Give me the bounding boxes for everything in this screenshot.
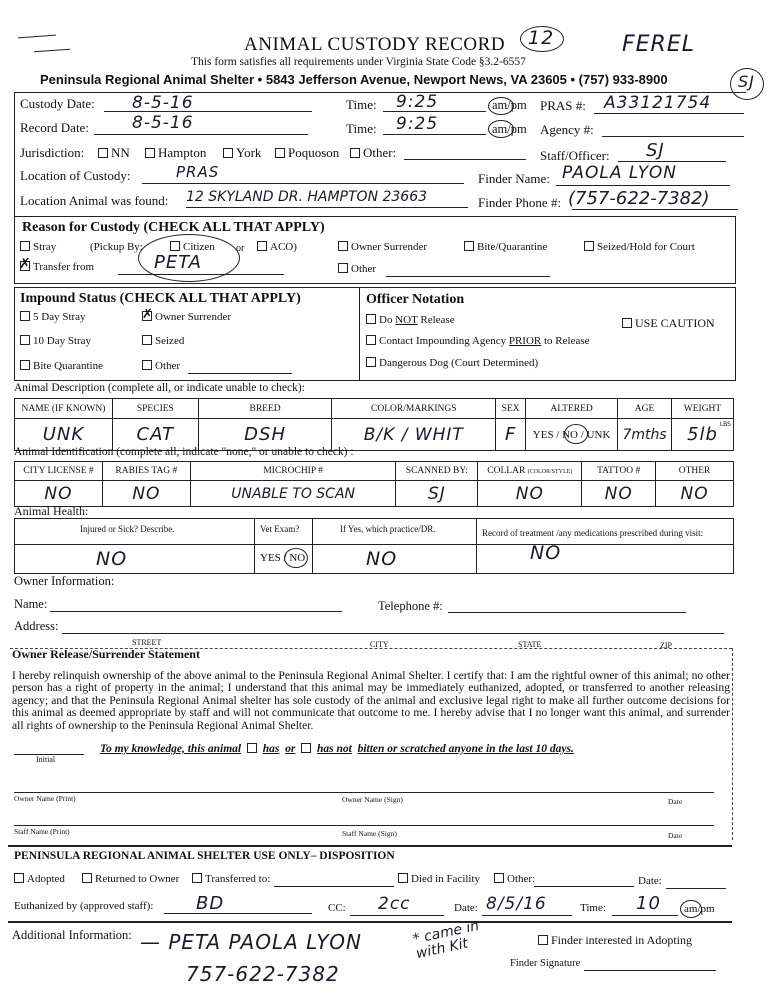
release-right-border	[732, 648, 733, 840]
org-line: Peninsula Regional Animal Shelter • 5843 Jefferson Avenue, Newport News, VA 23605 • (757) 933-8900	[40, 72, 668, 87]
address-state: STATE	[518, 640, 542, 649]
col-scanned-by: SCANNED BY:	[396, 462, 478, 481]
additional-note-2[interactable]: 757-622-7382	[186, 962, 340, 986]
impound-5day[interactable]: 5 Day Stray	[20, 311, 86, 323]
finder-name-line	[556, 185, 730, 186]
officer-use-caution[interactable]: USE CAUTION	[622, 316, 715, 331]
staff-value[interactable]: SJ	[646, 140, 665, 161]
pras-label: PRAS #:	[540, 98, 586, 113]
animal-color[interactable]: B/K / WHIT	[332, 419, 496, 451]
record-date-line	[94, 134, 308, 135]
health-divider-2	[312, 518, 313, 574]
time2-label: Time:	[346, 121, 377, 136]
agency-label: Agency #:	[540, 122, 594, 137]
staff-date-label: Date	[668, 831, 683, 840]
euth-date-value[interactable]: 8/5/16	[486, 894, 547, 914]
practice-label: If Yes, which practice/DR.	[340, 524, 436, 534]
disp-returned[interactable]: Returned to Owner	[82, 873, 179, 885]
disp-other-line	[534, 886, 634, 887]
reason-bite[interactable]: Bite/Quarantine	[464, 241, 547, 253]
jurisdiction-nn[interactable]: NN	[98, 145, 130, 161]
owner-date-label: Date	[668, 797, 683, 806]
form-subtitle: This form satisfies all requirements under Virginia State Code §3.2-6557	[191, 56, 526, 68]
col-species: SPECIES	[112, 399, 198, 419]
injured-label: Injured or Sick? Describe.	[80, 524, 175, 534]
owner-print-label: Owner Name (Print)	[14, 794, 76, 803]
injured-value[interactable]: NO	[96, 548, 128, 570]
officer-contact-agency[interactable]: Contact Impounding Agency PRIOR to Release	[366, 335, 590, 347]
transfer-value[interactable]: PETA	[154, 252, 202, 273]
scanned-by-value[interactable]: SJ	[396, 481, 478, 507]
vet-yes-no[interactable]: YES / NO	[260, 552, 306, 564]
animal-id-label: Animal Identification (complete all, indicate "none," or unable to check) :	[14, 446, 354, 458]
col-collar: COLLAR (COLOR/STYLE)	[478, 462, 582, 481]
impound-bite[interactable]: Bite Quarantine	[20, 360, 103, 372]
vet-no-circle	[284, 548, 308, 568]
disp-transferred[interactable]: Transferred to:	[192, 873, 270, 885]
impound-owner-surrender[interactable]: ✗ Owner Surrender	[142, 307, 232, 323]
reason-title: Reason for Custody (CHECK ALL THAT APPLY)	[22, 220, 325, 235]
staff-label: Staff/Officer:	[540, 148, 610, 163]
finder-name-value[interactable]: PAOLA LYON	[562, 163, 677, 183]
col-altered: ALTERED	[526, 399, 618, 419]
euth-date-line	[482, 915, 572, 916]
pras-number[interactable]: A33121754	[604, 93, 712, 113]
jurisdiction-york[interactable]: York	[223, 145, 261, 161]
col-city-license: CITY LICENSE #	[15, 462, 103, 481]
staff-sign-label: Staff Name (Sign)	[342, 829, 397, 838]
reason-citizen[interactable]: Citizen	[170, 241, 215, 253]
city-license-value[interactable]: NO	[15, 481, 103, 507]
time2-value[interactable]: 9:25	[396, 114, 439, 134]
animal-weight[interactable]: 5lb LBS	[672, 419, 734, 451]
time-value[interactable]: 10	[636, 893, 661, 914]
owner-info-label: Owner Information:	[14, 574, 115, 588]
staff-line	[618, 161, 726, 162]
release-text: I hereby relinquish ownership of the above animal to the Peninsula Regional Animal Shelter. I certify that: I am the rightful owner of this animal; no other person has a right of property in the animal; I understand that this animal may be immediately euthanized, adopted, or transferred to another releasing agency; and that the Peninsula Regional Animal shelter has sole custody of the animal and exclusive legal right to make all further outcome decisions for this animal as deemed appropriate by staff and will not communicate that outcome to me. I hereby advise that I no longer want this animal, and surrender all rights of ownership to the Peninsula Regional Animal Shelter.	[12, 669, 730, 732]
jurisdiction-poquoson[interactable]: Poquoson	[275, 145, 339, 161]
release-title: Owner Release/Surrender Statement	[12, 647, 200, 661]
officer-do-not-release[interactable]: Do NOT Release	[366, 314, 455, 326]
finder-sig-line[interactable]	[584, 970, 716, 971]
finder-phone-label: Finder Phone #:	[478, 195, 562, 210]
no-circle	[564, 424, 588, 444]
staff-print-label: Staff Name (Print)	[14, 827, 70, 836]
came-in-note[interactable]: * came in with Kit	[411, 917, 481, 963]
owner-name-label: Name:	[14, 597, 48, 611]
animal-name[interactable]: UNK	[15, 419, 113, 451]
feral-note: FEREL	[622, 32, 695, 57]
address-city: CITY	[370, 640, 389, 649]
disp-date-line	[666, 888, 726, 889]
cc-value[interactable]: 2cc	[378, 894, 411, 914]
animal-id-table	[14, 461, 734, 507]
col-color: COLOR/MARKINGS	[332, 399, 496, 419]
finder-phone-line	[572, 209, 738, 210]
address-street: STREET	[132, 638, 162, 647]
owner-print-line[interactable]	[14, 792, 714, 793]
treatment-label: Record of treatment /any medications prescribed during visit:	[482, 528, 704, 538]
location-custody-line	[142, 183, 464, 184]
cc-label: CC:	[328, 902, 346, 914]
location-custody-value[interactable]: PRAS	[176, 163, 220, 181]
jurisdiction-label: Jurisdiction:	[20, 145, 85, 160]
finder-adopt[interactable]: Finder interested in Adopting	[538, 933, 692, 948]
officer-title: Officer Notation	[366, 292, 465, 307]
tattoo-value[interactable]: NO	[582, 481, 656, 507]
vet-exam-label: Vet Exam?	[260, 524, 300, 534]
location-custody-label: Location of Custody:	[20, 168, 131, 183]
owner-telephone-label: Telephone #:	[378, 599, 443, 613]
col-tattoo: TATTOO #	[582, 462, 656, 481]
owner-address-label: Address:	[14, 619, 59, 633]
treatment-underline	[14, 544, 734, 545]
custody-date-value[interactable]: 8-5-16	[132, 93, 194, 113]
ampm-1: am/pm	[492, 98, 527, 112]
ampm-2: am/pm	[492, 122, 527, 136]
address-zip: ZIP	[660, 641, 672, 650]
finder-sig-label: Finder Signature	[510, 958, 581, 969]
record-number: 12	[528, 27, 555, 49]
initial-label: Initial	[36, 755, 56, 764]
rabies-tag-value[interactable]: NO	[102, 481, 190, 507]
animal-breed[interactable]: DSH	[198, 419, 332, 451]
disp-transferred-line	[274, 886, 394, 887]
disposition-title: PENINSULA REGIONAL ANIMAL SHELTER USE ONLY– DISPOSITION	[14, 850, 395, 862]
disp-other[interactable]: Other:	[494, 873, 535, 885]
reason-seized-hold[interactable]: Seized/Hold for Court	[584, 241, 695, 253]
time1-label: Time:	[346, 97, 377, 112]
col-name: NAME (IF KNOWN)	[15, 399, 113, 419]
impound-title: Impound Status (CHECK ALL THAT APPLY)	[20, 291, 301, 306]
location-found-label: Location Animal was found:	[20, 193, 169, 208]
owner-sign-label: Owner Name (Sign)	[342, 795, 403, 804]
owner-address-line[interactable]	[62, 633, 724, 634]
jurisdiction-other-line	[404, 159, 526, 160]
euth-date-label: Date:	[454, 902, 478, 914]
location-found-value[interactable]: 12 SKYLAND DR. HAMPTON 23663	[186, 189, 428, 205]
pras-line	[594, 113, 744, 114]
reason-other[interactable]: Other	[338, 263, 376, 275]
reason-transfer[interactable]: ✗ Transfer from	[19, 256, 94, 273]
health-divider-1	[254, 518, 255, 574]
additional-note-1[interactable]: — PETA PAOLA LYON	[140, 930, 362, 954]
impound-seized[interactable]: Seized	[142, 335, 184, 347]
microchip-value[interactable]: UNABLE TO SCAN	[190, 481, 396, 507]
col-rabies-tag: RABIES TAG #	[102, 462, 190, 481]
jurisdiction-other[interactable]: Other:	[350, 145, 396, 161]
col-other: OTHER	[656, 462, 734, 481]
reason-or: or	[236, 243, 245, 254]
corner-scribble	[18, 35, 56, 39]
euth-value[interactable]: BD	[196, 893, 225, 914]
animal-altered[interactable]: YES / NO / UNK	[526, 419, 618, 451]
custody-date-label: Custody Date:	[20, 96, 95, 111]
knowledge-statement: To my knowledge, this animal has or has not bitten or scratched anyone in the last 10 days.	[100, 743, 574, 755]
disp-died[interactable]: Died in Facility	[398, 873, 480, 885]
time-label: Time:	[580, 902, 606, 914]
record-date-label: Record Date:	[20, 120, 89, 135]
disp-date-label: Date:	[638, 875, 662, 887]
impound-other-line	[188, 373, 292, 374]
time1-value[interactable]: 9:25	[396, 92, 439, 112]
animal-desc-table	[14, 398, 734, 451]
owner-telephone-line[interactable]	[448, 612, 686, 613]
corner-scribble	[34, 49, 70, 53]
corner-mark: SJ	[738, 72, 755, 91]
officer-dangerous-dog[interactable]: Dangerous Dog (Court Determined)	[366, 357, 538, 369]
finder-name-label: Finder Name:	[478, 171, 550, 186]
disp-adopted[interactable]: Adopted	[14, 873, 65, 885]
impound-10day[interactable]: 10 Day Stray	[20, 335, 91, 347]
cc-line	[350, 915, 444, 916]
health-divider-3	[476, 518, 477, 574]
location-found-line	[186, 207, 468, 208]
form-title: ANIMAL CUSTODY RECORD	[244, 34, 506, 55]
reason-stray[interactable]: Stray	[20, 241, 56, 253]
col-microchip: MICROCHIP #	[190, 462, 396, 481]
time-line	[612, 915, 678, 916]
jurisdiction-hampton[interactable]: Hampton	[145, 145, 206, 161]
animal-health-label: Animal Health:	[14, 504, 89, 518]
practice-value[interactable]: NO	[366, 548, 398, 570]
treatment-value[interactable]: NO	[530, 542, 562, 564]
reason-pickup-by: (Pickup By:	[90, 241, 143, 253]
disp-ampm: am/pm	[684, 903, 715, 915]
col-breed: BREED	[198, 399, 332, 419]
reason-aco[interactable]: ACO)	[257, 241, 297, 253]
time2-line	[383, 134, 486, 135]
col-age: AGE	[618, 399, 672, 419]
animal-age[interactable]: 7mths	[618, 419, 672, 451]
animal-desc-label: Animal Description (complete all, or indicate unable to check):	[14, 382, 305, 394]
euth-label: Euthanized by (approved staff):	[14, 900, 154, 912]
animal-sex[interactable]: F	[496, 419, 526, 451]
col-sex: SEX	[496, 399, 526, 419]
col-weight: WEIGHT	[672, 399, 734, 419]
collar-value[interactable]: NO	[478, 481, 582, 507]
reason-other-line	[386, 276, 550, 277]
impound-other[interactable]: Other	[142, 360, 180, 372]
other-id-value[interactable]: NO	[656, 481, 734, 507]
owner-name-line[interactable]	[50, 611, 342, 612]
additional-label: Additional Information:	[12, 928, 132, 942]
euth-line	[164, 913, 312, 914]
reason-owner-surrender[interactable]: Owner Surrender	[338, 241, 427, 253]
finder-phone-value[interactable]: (757-622-7382)	[568, 188, 710, 209]
animal-species[interactable]: CAT	[112, 419, 198, 451]
staff-print-line[interactable]	[14, 825, 714, 826]
agency-line	[602, 136, 744, 137]
record-date-value[interactable]: 8-5-16	[132, 113, 194, 133]
